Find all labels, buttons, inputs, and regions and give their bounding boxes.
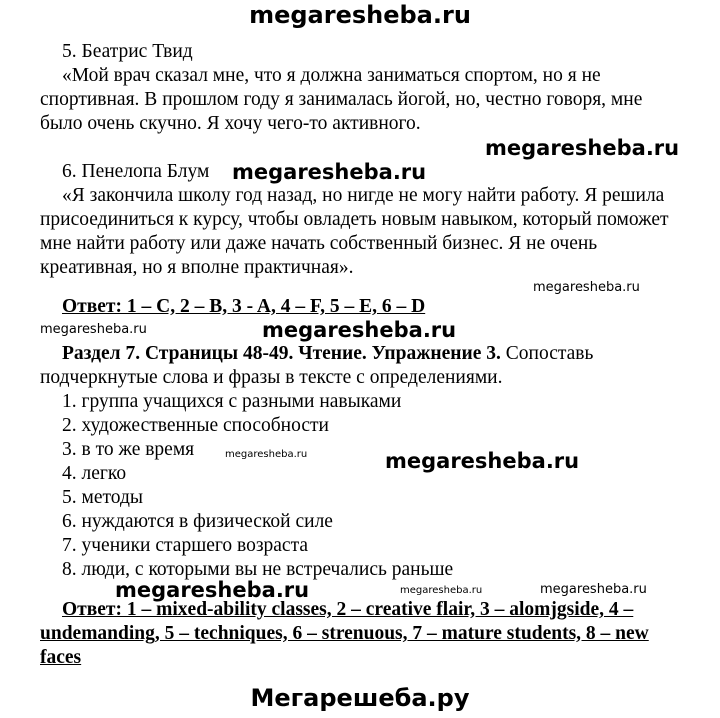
watermark: megaresheba.ru: [115, 578, 310, 602]
task-title: Раздел 7. Страницы 48-49. Чтение. Упражнение 3.: [62, 343, 501, 364]
section6-name: 6. Пенелопа Блум: [62, 161, 210, 182]
task-heading: [62, 343, 593, 365]
task-instruction: Сопоставь: [500, 343, 594, 364]
answer-2-line: Ответ: 1 – mixed-ability classes, 2 – creative flair, 3 – alomjgside, 4 –: [62, 599, 634, 620]
task-item: 7. ученики старшего возраста: [62, 535, 308, 556]
task-item: 1. группа учащихся с разными навыками: [62, 391, 402, 412]
task-item: 2. художественные способности: [62, 415, 329, 436]
section5-line: было очень скучно. Я хочу чего-то активного.: [40, 113, 421, 134]
watermark: megaresheba.ru: [262, 318, 457, 342]
watermark: megaresheba.ru: [485, 136, 680, 160]
answer-2-line: faces: [40, 647, 82, 668]
section6-line: креативная, но я вполне практичная».: [40, 257, 354, 278]
task-item: 4. легко: [62, 463, 127, 484]
watermark: megaresheba.ru: [533, 280, 640, 295]
task-item: 8. люди, с которыми вы не встречались раньше: [62, 559, 454, 580]
section5-line: «Мой врач сказал мне, что я должна заниматься спортом, но я не: [62, 65, 601, 86]
answer-1: Ответ: 1 – C, 2 – B, 3 - A, 4 – F, 5 – E, 6 – D: [62, 296, 426, 317]
section6-line: присоединиться к курсу, чтобы овладеть новым навыком, который поможет: [40, 209, 669, 230]
section5-line: спортивная. В прошлом году я занималась йогой, но, честно говоря, мне: [40, 89, 643, 110]
watermark: megaresheba.ru: [400, 585, 483, 596]
task-instruction: подчеркнутые слова и фразы в тексте с определениями.: [40, 367, 503, 388]
watermark: megaresheba.ru: [540, 582, 647, 597]
watermark: megaresheba.ru: [225, 449, 308, 460]
section5-name: 5. Беатрис Твид: [62, 41, 193, 62]
footer-watermark: Мегарешеба.ру: [250, 684, 470, 712]
answer-2-line: undemanding, 5 – techniques, 6 – strenuous, 7 – mature students, 8 – new: [40, 623, 649, 644]
section6-line: мне найти работу или даже начать собственный бизнес. Я не очень: [40, 233, 598, 254]
section6-line: «Я закончила школу год назад, но нигде не могу найти работу. Я решила: [62, 185, 665, 206]
watermark: megaresheba.ru: [40, 322, 147, 337]
watermark: megaresheba.ru: [232, 160, 427, 184]
header-watermark: megaresheba.ru: [249, 1, 471, 29]
task-item: 5. методы: [62, 487, 143, 508]
task-item: 6. нуждаются в физической силе: [62, 511, 333, 532]
task-item: 3. в то же время: [62, 439, 195, 460]
watermark: megaresheba.ru: [385, 449, 580, 473]
